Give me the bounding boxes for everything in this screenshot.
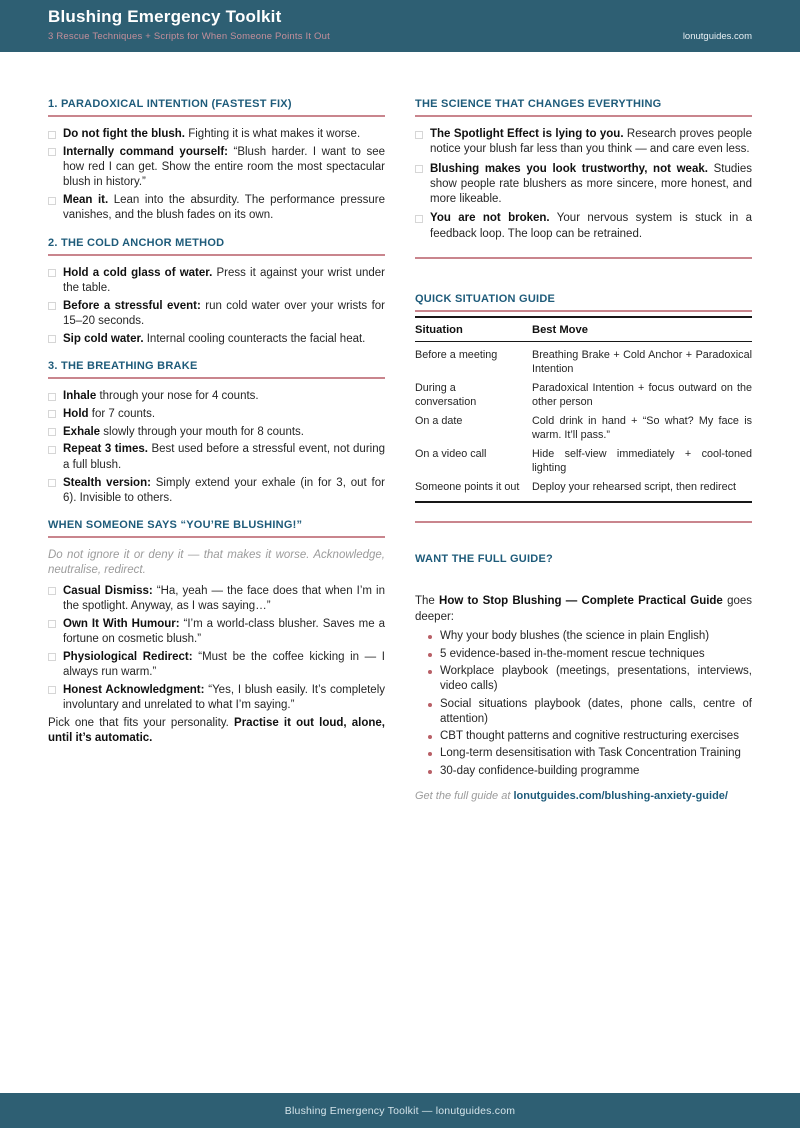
item-lead: Physiological Redirect: [63, 650, 193, 663]
checkbox-icon [48, 620, 56, 628]
list-item: CBT thought patterns and cognitive restructuring exercises [428, 729, 752, 744]
page-subtitle: 3 Rescue Techniques + Scripts for When Someone Points It Out [48, 31, 330, 42]
checklist-item [48, 389, 385, 404]
checklist-item [48, 476, 385, 507]
item-lead: Repeat 3 times. [63, 443, 148, 456]
bullet-dot-icon [428, 653, 432, 657]
checklist-item [48, 145, 385, 191]
checkbox-icon [415, 215, 423, 223]
item-text: Fighting it is what makes it worse. [188, 128, 361, 140]
header-titles [48, 7, 330, 42]
checkbox-icon [48, 302, 56, 310]
item-lead: Do not fight the blush. [63, 128, 186, 140]
full-guide-bullet-list [428, 629, 752, 779]
accent-rule [415, 310, 752, 312]
table-row: On a video call Hide self-view immediately + cool-toned lighting [415, 448, 752, 475]
section-heading: 2. THE COLD ANCHOR METHOD [48, 236, 225, 249]
list-item: 5 evidence-based in-the-moment rescue techniques [428, 647, 752, 662]
checkbox-icon [48, 686, 56, 694]
checklist-item [48, 193, 385, 224]
list-item: Long-term desensitisation with Task Concentration Training [428, 746, 752, 761]
table-row: During a conversation Paradoxical Intention + focus outward on the other person [415, 382, 752, 409]
item-lead: Own It With Humour: [63, 617, 180, 630]
checkbox-icon [48, 653, 56, 661]
checkbox-icon [48, 410, 56, 418]
section-breathing-brake [48, 360, 385, 506]
bullet-dot-icon [428, 635, 432, 639]
section-full-guide [415, 553, 752, 802]
checklist-item [48, 683, 385, 714]
checkbox-icon [48, 393, 56, 401]
checklist-item [48, 442, 385, 473]
item-text: Studies show people rate blushers as more sincere, more honest, and more likeable. [430, 162, 752, 206]
section-someone-says [48, 519, 385, 746]
table-row: Before a meeting Breathing Brake + Cold Anchor + Paradoxical Intention [415, 348, 752, 375]
footer-text: Blushing Emergency Toolkit — lonutguides.com [284, 1104, 516, 1117]
checklist-item [48, 584, 385, 615]
checklist-item [48, 617, 385, 648]
checklist-item [48, 266, 385, 297]
item-text: Internal cooling counteracts the facial heat. [146, 332, 366, 345]
item-text: “Must be the coffee kicking in — I always run warm.” [63, 650, 385, 679]
footer-bar [0, 1093, 800, 1128]
checklist-item [415, 211, 752, 242]
content [0, 52, 800, 815]
full-guide-intro: The How to Stop Blushing — Complete Practical Guide goes deeper: [415, 595, 752, 624]
checkbox-icon [48, 587, 56, 595]
item-lead: Hold a cold glass of water. [63, 266, 213, 279]
section-heading: WANT THE FULL GUIDE? [415, 553, 554, 566]
checklist-item [48, 425, 385, 440]
item-text: “I’m a world-class blusher. Saves me a fortune on cosmetic blush.” [63, 617, 385, 645]
item-text: for 7 counts. [91, 407, 156, 420]
page-title: Blushing Emergency Toolkit [48, 7, 282, 26]
checkbox-icon [48, 131, 56, 139]
checklist-item [415, 127, 752, 158]
list-item: 30-day confidence-building programme [428, 764, 752, 779]
full-guide-link[interactable]: lonutguides.com/blushing-anxiety-guide/ [513, 789, 728, 802]
item-lead: Mean it. [63, 194, 109, 207]
item-lead: You are not broken. [430, 212, 550, 225]
checklist-item [48, 299, 385, 330]
section-cold-anchor [48, 237, 385, 347]
item-lead: Before a stressful event: [63, 299, 201, 312]
right-column [415, 98, 752, 815]
checkbox-icon [48, 269, 56, 277]
section-heading: QUICK SITUATION GUIDE [415, 292, 556, 305]
checkbox-icon [415, 131, 423, 139]
item-lead: Sip cold water. [63, 332, 144, 345]
item-text: run cold water over your wrists for 15–20 seconds. [63, 299, 385, 328]
bullet-dot-icon [428, 670, 432, 674]
header-site-url: lonutguides.com [682, 31, 752, 42]
item-lead: Inhale [63, 390, 97, 403]
item-text: Your nervous system is stuck in a feedback loop. The loop can be retrained. [430, 212, 752, 240]
item-lead: Hold [63, 407, 89, 420]
column-header-situation: Situation [415, 317, 532, 342]
checkbox-icon [48, 446, 56, 454]
column-header-best-move: Best Move [532, 317, 752, 342]
checkbox-icon [48, 148, 56, 156]
item-lead: The Spotlight Effect is lying to you. [430, 128, 624, 140]
table-header-row [415, 317, 752, 342]
cta-prefix: Get the full guide at [415, 789, 511, 802]
checkbox-icon [48, 479, 56, 487]
item-text: through your nose for 4 counts. [99, 390, 259, 403]
list-item: Workplace playbook (meetings, presentations, interviews, video calls) [428, 664, 752, 695]
checkbox-icon [48, 197, 56, 205]
table-row: On a date Cold drink in hand + “So what? My face is warm. It’ll pass.” [415, 415, 752, 442]
bullet-dot-icon [428, 752, 432, 756]
checklist-item [415, 162, 752, 208]
item-lead: Casual Dismiss: [63, 584, 153, 597]
situation-table [415, 316, 752, 503]
item-text: “Yes, I blush easily. It’s completely involuntary and unrelated to what I’m saying.” [63, 683, 385, 712]
item-text: slowly through your mouth for 8 counts. [103, 425, 304, 438]
checkbox-icon [415, 165, 423, 173]
item-lead: Exhale [63, 425, 101, 438]
section-paradoxical-intention [48, 98, 385, 224]
item-text: Best used before a stressful event, not during a full blush. [63, 443, 385, 471]
item-text: Simply extend your exhale (in for 3, out for 6). Invisible to others. [63, 476, 385, 504]
checkbox-icon [48, 335, 56, 343]
left-column [48, 98, 385, 815]
item-text: “Ha, yeah — the face does that when I’m in the spotlight. Anyway, as I was saying…” [63, 584, 385, 612]
item-lead: Honest Acknowledgment: [63, 683, 205, 696]
checkbox-icon [48, 428, 56, 436]
header-bar [0, 0, 800, 52]
bullet-dot-icon [428, 703, 432, 707]
accent-rule [48, 377, 385, 379]
checklist-item [48, 127, 385, 142]
accent-rule [415, 257, 752, 259]
cta-line [415, 790, 752, 802]
bullet-dot-icon [428, 735, 432, 739]
section-heading: WHEN SOMEONE SAYS “YOU’RE BLUSHING!” [48, 519, 303, 532]
item-lead: Blushing makes you look trustworthy, not weak. [430, 162, 708, 175]
section-heading: 3. THE BREATHING BRAKE [48, 360, 198, 373]
section-heading: THE SCIENCE THAT CHANGES EVERYTHING [415, 98, 662, 110]
accent-rule [48, 254, 385, 256]
item-text: “Blush harder. I want to see how red I can get. Show the entire room the most spectacular blush in history.” [63, 145, 385, 189]
section-intro: Do not ignore it or deny it — that makes it worse. Acknowledge, neutralise, redirect. [48, 549, 385, 577]
item-lead: Stealth version: [63, 476, 151, 489]
checklist-item [48, 332, 385, 347]
accent-rule [48, 115, 385, 117]
checklist-item [48, 407, 385, 422]
section-situation-guide [415, 293, 752, 523]
section-science [415, 98, 752, 259]
item-text: Press it against your wrist under the table. [63, 266, 385, 294]
section-outro: Pick one that fits your personality. Practise it out loud, alone, until it’s automatic. [48, 716, 385, 745]
accent-rule [415, 521, 752, 523]
item-text: Lean into the absurdity. The performance pressure vanishes, and the blush fades on its own. [63, 194, 385, 222]
bullet-dot-icon [428, 770, 432, 774]
accent-rule [48, 536, 385, 538]
accent-rule [415, 115, 752, 117]
item-lead: Internally command yourself: [63, 145, 228, 158]
section-heading: 1. PARADOXICAL INTENTION (FASTEST FIX) [48, 98, 292, 110]
list-item: Social situations playbook (dates, phone calls, centre of attention) [428, 697, 752, 728]
checklist-item [48, 650, 385, 681]
table-row: Someone points it out Deploy your rehearsed script, then redirect [415, 481, 737, 494]
item-text: Research proves people notice your blush far less than you think — and care even less. [430, 128, 752, 156]
list-item: Why your body blushes (the science in plain English) [428, 629, 752, 644]
